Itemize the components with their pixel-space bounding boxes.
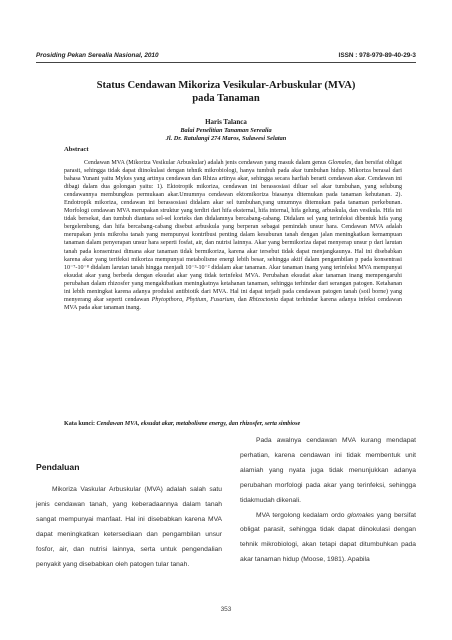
intro-right-column [240, 434, 416, 568]
page-number: 353 [220, 606, 232, 613]
abstract-text: , dan bersifat obligat parasit, sehingga tidak dapat diinokulasi dengan tehnik mikrobiologi, hanya tumbuh pada akar tumbuhan hidup. Mikoriza berasal dari bahasa Yunani yaitu Mykes yang artinya cendawan dan Rhiza artinya akar, sehingga secara harfiah berarti cendawan akar. Cendawan ini dibagi dalam dua golongan yaitu: 1). Ektotropik mikoriza, cendawan ini berassosiasi diluar sel akar tumbuhan, yang selubung cendawannya membungkus permukaan akar.Umumnya cendawan ektomikoriza biasanya ditemukan pada tanaman kehutanan. 2). Endotropik mikoriza, cendawan ini berassosiasi didalam akar sel tumbuhan,yang umumnya ditemukan pada tanaman perkebunan. Morfologi cendawan MVA merupakan struktur yang terdiri dari hifa eksternal, hifa internal, hifa gelung, arbuskula, dan vesikula. Hifa ini tidak bersekat, dan tumbuh diantara sel-sel korteks dan didalamnya bercabang-cabang. Didalam sel yang terinfeksi dibentuk hifa yang bergelembung, dan hifa bercabang-cabang disebut arbuskula yang berperan sebagai pemindah unsur hara. Cendawan MVA adalah merupakan jenis mikroba tanah yang mempunyai kontribusi penting dalam kesuburan tanah dengan jalan meningkatkan kemampuan tanaman dalam penyerapan unsur hara seperti fosfat, air, dan nutrisi lainnya. Akar yang bermikoriza dapat menyerap unsur p dari larutan tanah pada konsentrasi dimana akar tanaman tidak bermikoriza, karena akar tersebut tidak dapat menjangkaunya. Hal ini disebabkan karena akar yang terifeksi mikoriza mempunyai metabolisme energi lebih besar, sehingga aktif dalam pengambilan p pada konsentrasi 10⁻⁷-10⁻⁸ didalam larutan tanah hingga menjadi 10⁻³-10⁻² didalam akar tanaman. Akar tanaman inang yang terinfeksi MVA mempunyai eksudat akar yang berbeda dengan eksudat akar yang tidak terinfeksi MVA. Perubahan eksudat akar tanaman inang mempengaruhi perubahan dalam rhizosfer yang mengakibatkan meningkatnya ketahanan tanaman, sehingga terhindar dari serangan patogen. Ketahanan ini lebih meningkat karena adanya produksi antibiotik dari MVA. Hal ini dapat terjadi pada cendawan patogen tanah (soil borne) yang menyerang akar seperti cendawan [64, 160, 402, 303]
abstract-body [64, 159, 402, 312]
abstract-heading: Abstract [64, 146, 89, 153]
section-heading: Pendaluan [36, 462, 80, 472]
intro-genus: glomales [347, 511, 375, 519]
author-name: Haris Talanca [205, 118, 247, 126]
intro-text: MVA tergolong kedalam ordo [256, 511, 348, 519]
affiliation-address: Jl. Dr. Ratulangi 274 Maros, Sulawesi Selatan [165, 134, 287, 142]
abstract-text: Cendawan MVA (Mikoriza Vesikular Arbuskular) adalah jenis cendawan yang masuk dalam genus [84, 160, 329, 166]
title-line-2: pada Tanaman [192, 92, 260, 104]
header-rule [36, 62, 416, 63]
keywords-value: Cendawan MVA, eksudat akar, metabolisme energy, dan rhizosfer, serta simbiose [96, 421, 301, 427]
author-affiliation [36, 127, 416, 142]
proceedings-title: Prosiding Pekan Serealia Nasional, 2010 [36, 52, 159, 59]
intro-left-column [36, 483, 222, 572]
abstract-text: dapat terhindar karena adanya infeksi cendawan MVA pada akar tanaman inang. [64, 296, 402, 311]
abstract-paragraph [64, 159, 402, 312]
abstract-genus: Glomales [328, 160, 352, 166]
intro-text: yang bersifat obligat parasit, sehingga tidak dapat diinokulasi dengan tehnik mikrobiologi, akan tetapi dapat ditumbuhkan pada akar tanaman hidup (Moose, 1981). Apabila [240, 511, 417, 564]
title-line-1: Status Cendawan Mikoriza Vesikular-Arbuskular (MVA) [96, 80, 356, 91]
running-header [36, 52, 416, 59]
abstract-rhizoctonia: Rhizoctonia [249, 296, 279, 303]
intro-right-paragraph-1: Pada awalnya cendawan MVA kurang mendapat perhatian, karena cendawan ini tidak membentuk unit alamiah yang nyata juga tidak menunjukkan adanya perubahan morfologi pada akar yang terinfeksi, sehingga tidakmudah dikenali. [240, 437, 416, 504]
affiliation-institute: Balai Penelitian Tanaman Serealia [180, 127, 272, 134]
abstract-pathogens: Phytopthora, Phytium, Fusarium, [151, 296, 236, 303]
paper-title [36, 80, 416, 105]
intro-left-paragraph: Mikoriza Vaskular Arbuskular (MVA) adalah salah satu jenis cendawan tanah, yang keberadaannya dalam tanah sangat mempunyai manfaat. Hal ini disebabkan karena MVA dapat meningkatkan ketersediaan dan pengambilan unsur fosfor, air, dan nutrisi lainnya, serta untuk pengendalian penyakit yang disebabkan oleh patogen tular tanah. [36, 486, 222, 568]
abstract-text: dan [235, 296, 249, 303]
keywords-label: Kata kunci: [64, 421, 97, 427]
keywords [64, 420, 402, 428]
intro-right-paragraph-2 [240, 509, 416, 569]
issn: ISSN : 978-979-89-40-29-3 [338, 52, 416, 59]
